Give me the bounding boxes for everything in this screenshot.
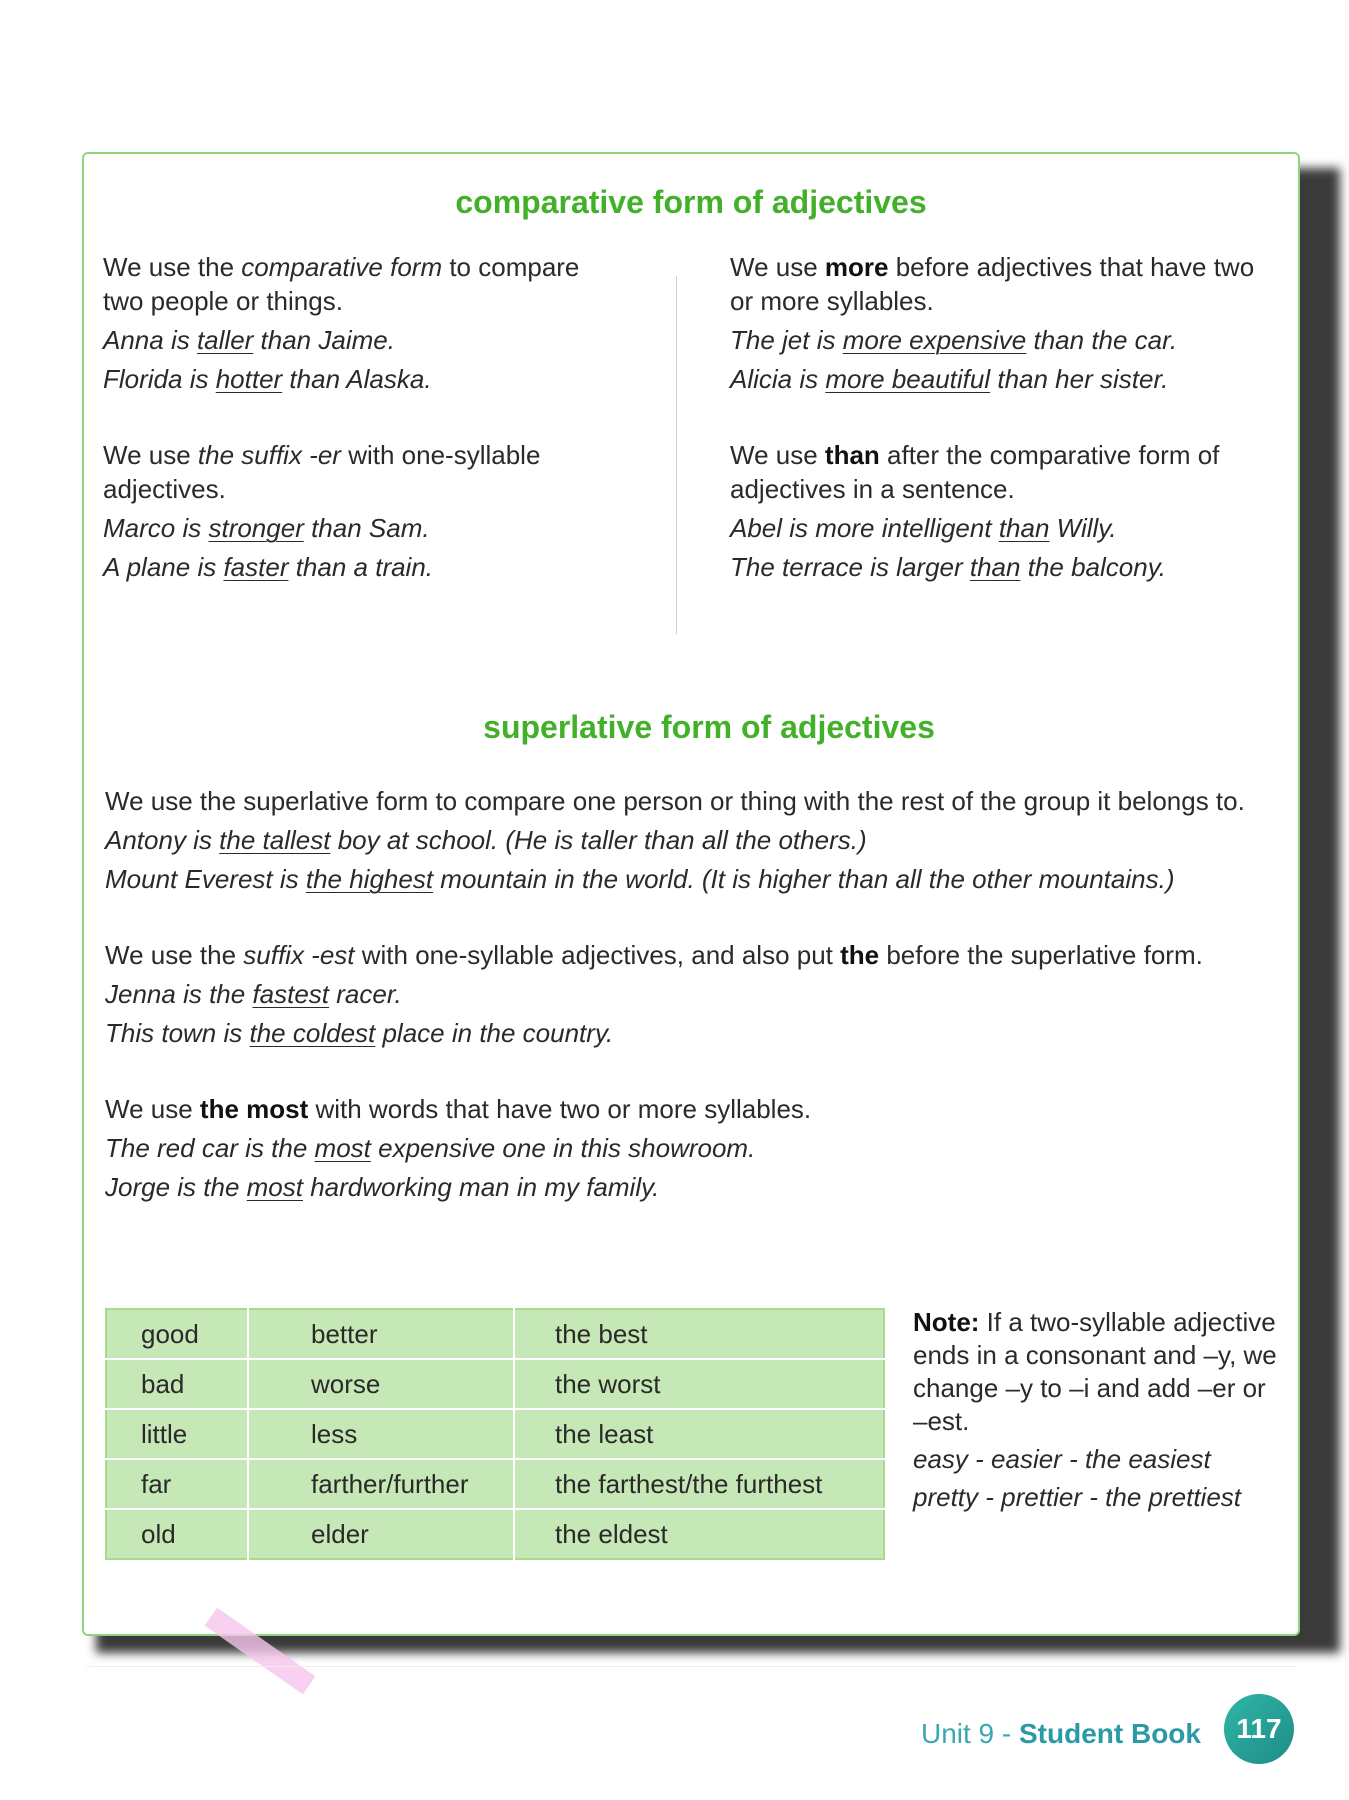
note-text: Note: If a two-syllable adjective ends in a consonant and –y, we change –y to –i and add –er or –est. (913, 1307, 1277, 1436)
table-cell: farther/further (248, 1459, 514, 1509)
table-row (106, 1409, 884, 1459)
table-cell: good (106, 1309, 248, 1359)
rule: We use than after the comparative form of adjectives in a sentence. (730, 440, 1220, 504)
example: A plane is faster than a train. (103, 552, 434, 582)
table-cell: the farthest/the furthest (514, 1459, 884, 1509)
example: Jenna is the fastest racer. (105, 979, 402, 1009)
comparative-left-column (103, 250, 583, 584)
column-divider (676, 276, 677, 634)
footer-book: Student Book (1019, 1718, 1201, 1749)
note-example: easy - easier - the easiest (913, 1444, 1211, 1474)
footer-label (921, 1718, 1201, 1750)
example: Alicia is more beautiful than her sister. (730, 364, 1169, 394)
example: Florida is hotter than Alaska. (103, 364, 432, 394)
table-row (106, 1459, 884, 1509)
table-cell: the least (514, 1409, 884, 1459)
table-cell: far (106, 1459, 248, 1509)
table-cell: worse (248, 1359, 514, 1409)
example: The red car is the most expensive one in this showroom. (105, 1133, 756, 1163)
rule: We use more before adjectives that have two or more syllables. (730, 252, 1255, 316)
superlative-section (105, 784, 1285, 1204)
table-cell: less (248, 1409, 514, 1459)
example: Anna is taller than Jaime. (103, 325, 395, 355)
note-label: Note: (913, 1307, 980, 1337)
table-cell: the worst (514, 1359, 884, 1409)
table-cell: better (248, 1309, 514, 1359)
example: This town is the coldest place in the country. (105, 1018, 614, 1048)
table-row (106, 1309, 884, 1359)
footer-divider (86, 1666, 1296, 1667)
rule: We use the suffix -er with one-syllable adjectives. (103, 440, 541, 504)
table-cell: little (106, 1409, 248, 1459)
table-row (106, 1509, 884, 1559)
spelling-note (913, 1306, 1283, 1514)
note-example: pretty - prettier - the prettiest (913, 1482, 1242, 1512)
table-cell: bad (106, 1359, 248, 1409)
example: Jorge is the most hardworking man in my family. (105, 1172, 660, 1202)
irregular-adjectives-table (105, 1308, 885, 1560)
grammar-card (82, 152, 1300, 1636)
example: Antony is the tallest boy at school. (He is taller than all the others.) (105, 825, 867, 855)
example: The jet is more expensive than the car. (730, 325, 1178, 355)
comparative-title: comparative form of adjectives (455, 184, 927, 220)
table-cell: old (106, 1509, 248, 1559)
rule: We use the superlative form to compare one person or thing with the rest of the group it belongs to. (105, 786, 1245, 816)
superlative-title: superlative form of adjectives (483, 709, 935, 745)
table-cell: elder (248, 1509, 514, 1559)
example: Marco is stronger than Sam. (103, 513, 430, 543)
comparative-right-column (730, 250, 1260, 584)
table-cell: the eldest (555, 1518, 668, 1549)
page-number-badge: 117 (1224, 1694, 1294, 1764)
footer-unit: Unit 9 - (920, 1718, 1019, 1749)
table-row (106, 1359, 884, 1409)
rule: We use the comparative form to compare two people or things. (103, 252, 580, 316)
example: Abel is more intelligent than Willy. (730, 513, 1117, 543)
rule: We use the most with words that have two or more syllables. (105, 1094, 812, 1124)
table-cell: the best (514, 1309, 884, 1359)
example: Mount Everest is the highest mountain in the world. (It is higher than all the other mountains.) (105, 864, 1175, 894)
rule: We use the suffix -est with one-syllable adjectives, and also put the before the superlative form. (105, 940, 1203, 970)
example: The terrace is larger than the balcony. (730, 552, 1166, 582)
